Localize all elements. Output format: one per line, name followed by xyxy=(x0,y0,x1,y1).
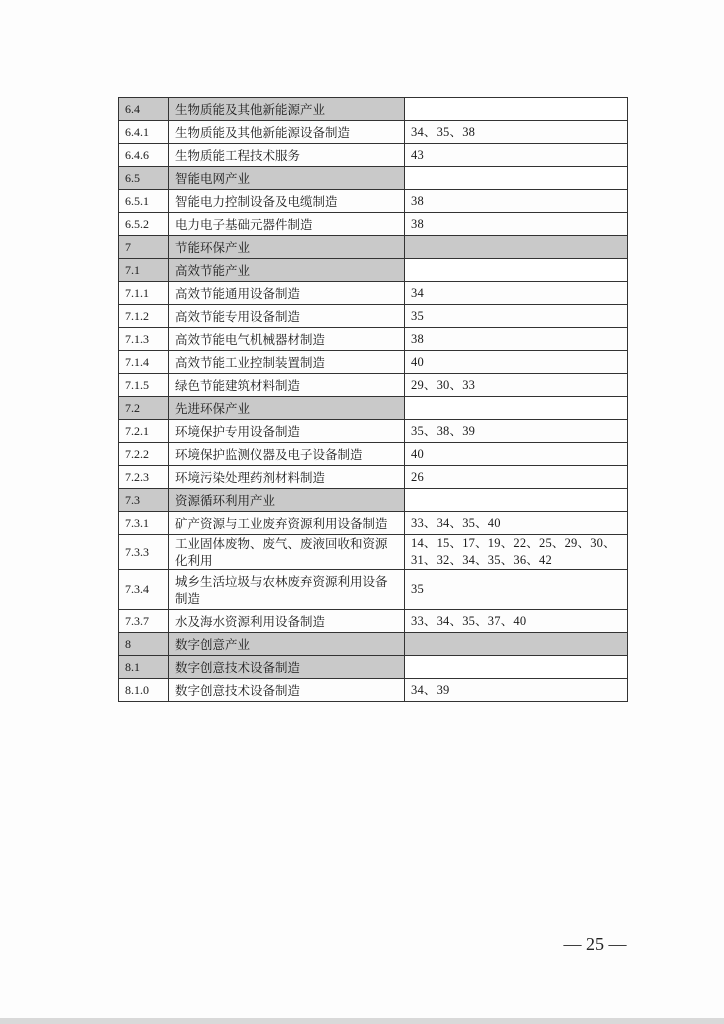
table-cell-code: 7.1.1 xyxy=(119,282,169,305)
table-cell-code: 6.4 xyxy=(119,98,169,121)
table-cell-name: 环境保护专用设备制造 xyxy=(169,420,405,443)
table-cell-ref: 34 xyxy=(405,282,628,305)
table-cell-name: 生物质能及其他新能源设备制造 xyxy=(169,121,405,144)
table-cell-ref xyxy=(405,397,628,420)
table-cell-ref: 40 xyxy=(405,443,628,466)
table-cell-name: 节能环保产业 xyxy=(169,236,405,259)
table-row xyxy=(119,443,628,466)
table-cell-code: 6.5.2 xyxy=(119,213,169,236)
table-cell-name: 高效节能电气机械器材制造 xyxy=(169,328,405,351)
table-cell-name: 高效节能产业 xyxy=(169,259,405,282)
table-cell-ref: 35、38、39 xyxy=(405,420,628,443)
table-cell-code: 7.1.2 xyxy=(119,305,169,328)
table-row xyxy=(119,282,628,305)
table-cell-code: 7.2 xyxy=(119,397,169,420)
table-cell-ref: 34、39 xyxy=(405,679,628,702)
table-row xyxy=(119,213,628,236)
table-row xyxy=(119,420,628,443)
table-cell-ref xyxy=(405,656,628,679)
table-cell-ref xyxy=(405,633,628,656)
table-row xyxy=(119,144,628,167)
table-cell-name: 城乡生活垃圾与农林废弃资源利用设备制造 xyxy=(169,570,405,610)
table-cell-code: 7.2.2 xyxy=(119,443,169,466)
table-row xyxy=(119,610,628,633)
table-cell-ref: 26 xyxy=(405,466,628,489)
table-cell-code: 7.2.3 xyxy=(119,466,169,489)
table-cell-ref: 38 xyxy=(405,213,628,236)
table-cell-name: 智能电网产业 xyxy=(169,167,405,190)
table-cell-ref: 29、30、33 xyxy=(405,374,628,397)
table-cell-ref: 33、34、35、37、40 xyxy=(405,610,628,633)
table-cell-ref xyxy=(405,236,628,259)
table-row xyxy=(119,535,628,570)
table-cell-code: 6.5.1 xyxy=(119,190,169,213)
table-cell-name: 数字创意产业 xyxy=(169,633,405,656)
table-row xyxy=(119,121,628,144)
table-cell-code: 8.1.0 xyxy=(119,679,169,702)
table-row xyxy=(119,305,628,328)
table-row xyxy=(119,167,628,190)
table-cell-name: 智能电力控制设备及电缆制造 xyxy=(169,190,405,213)
table-row xyxy=(119,397,628,420)
table-cell-ref: 38 xyxy=(405,190,628,213)
table-cell-name: 数字创意技术设备制造 xyxy=(169,656,405,679)
table-row xyxy=(119,512,628,535)
table-cell-ref: 33、34、35、40 xyxy=(405,512,628,535)
table-row xyxy=(119,259,628,282)
table-cell-code: 6.5 xyxy=(119,167,169,190)
table-row xyxy=(119,570,628,610)
table-cell-name: 高效节能专用设备制造 xyxy=(169,305,405,328)
table-cell-ref: 38 xyxy=(405,328,628,351)
page-bottom-edge xyxy=(0,1018,724,1024)
table-cell-ref: 35 xyxy=(405,570,628,610)
table-cell-code: 7.1.3 xyxy=(119,328,169,351)
industry-catalog-table xyxy=(118,97,628,702)
table-cell-name: 矿产资源与工业废弃资源利用设备制造 xyxy=(169,512,405,535)
table-cell-ref: 35 xyxy=(405,305,628,328)
table-row xyxy=(119,633,628,656)
table-cell-code: 7.3.1 xyxy=(119,512,169,535)
table-row xyxy=(119,328,628,351)
table-cell-code: 7.1.4 xyxy=(119,351,169,374)
table-cell-name: 生物质能及其他新能源产业 xyxy=(169,98,405,121)
table-row xyxy=(119,351,628,374)
table-cell-ref: 34、35、38 xyxy=(405,121,628,144)
table-cell-ref xyxy=(405,167,628,190)
table-cell-name: 水及海水资源利用设备制造 xyxy=(169,610,405,633)
table-cell-code: 7.3.4 xyxy=(119,570,169,610)
table-row xyxy=(119,236,628,259)
table-body xyxy=(119,98,628,702)
table-cell-name: 数字创意技术设备制造 xyxy=(169,679,405,702)
table-cell-ref: 40 xyxy=(405,351,628,374)
table-cell-code: 8 xyxy=(119,633,169,656)
table-cell-name: 环境污染处理药剂材料制造 xyxy=(169,466,405,489)
table-cell-code: 7.3 xyxy=(119,489,169,512)
table-row xyxy=(119,679,628,702)
table-cell-code: 7.1 xyxy=(119,259,169,282)
table-cell-ref xyxy=(405,489,628,512)
table-cell-ref: 43 xyxy=(405,144,628,167)
table-cell-name: 电力电子基础元器件制造 xyxy=(169,213,405,236)
table-cell-code: 7.3.7 xyxy=(119,610,169,633)
table-cell-code: 6.4.1 xyxy=(119,121,169,144)
table-row xyxy=(119,466,628,489)
table-cell-name: 高效节能工业控制装置制造 xyxy=(169,351,405,374)
table-cell-code: 8.1 xyxy=(119,656,169,679)
table-cell-name: 高效节能通用设备制造 xyxy=(169,282,405,305)
table-cell-name: 环境保护监测仪器及电子设备制造 xyxy=(169,443,405,466)
table-row xyxy=(119,190,628,213)
table-cell-name: 绿色节能建筑材料制造 xyxy=(169,374,405,397)
table-cell-code: 7.2.1 xyxy=(119,420,169,443)
table-cell-name: 生物质能工程技术服务 xyxy=(169,144,405,167)
table-cell-code: 6.4.6 xyxy=(119,144,169,167)
table-row xyxy=(119,374,628,397)
table-cell-code: 7.3.3 xyxy=(119,535,169,570)
page-number: — 25 — xyxy=(563,934,627,954)
table-cell-code: 7.1.5 xyxy=(119,374,169,397)
table-row xyxy=(119,489,628,512)
table-row xyxy=(119,656,628,679)
table-cell-code: 7 xyxy=(119,236,169,259)
table-cell-ref xyxy=(405,259,628,282)
table-cell-ref xyxy=(405,98,628,121)
table-cell-name: 工业固体废物、废气、废液回收和资源化利用 xyxy=(169,535,405,570)
table-cell-name: 先进环保产业 xyxy=(169,397,405,420)
table-row xyxy=(119,98,628,121)
table-cell-ref: 14、15、17、19、22、25、29、30、31、32、34、35、36、42 xyxy=(405,535,628,570)
table-cell-name: 资源循环利用产业 xyxy=(169,489,405,512)
